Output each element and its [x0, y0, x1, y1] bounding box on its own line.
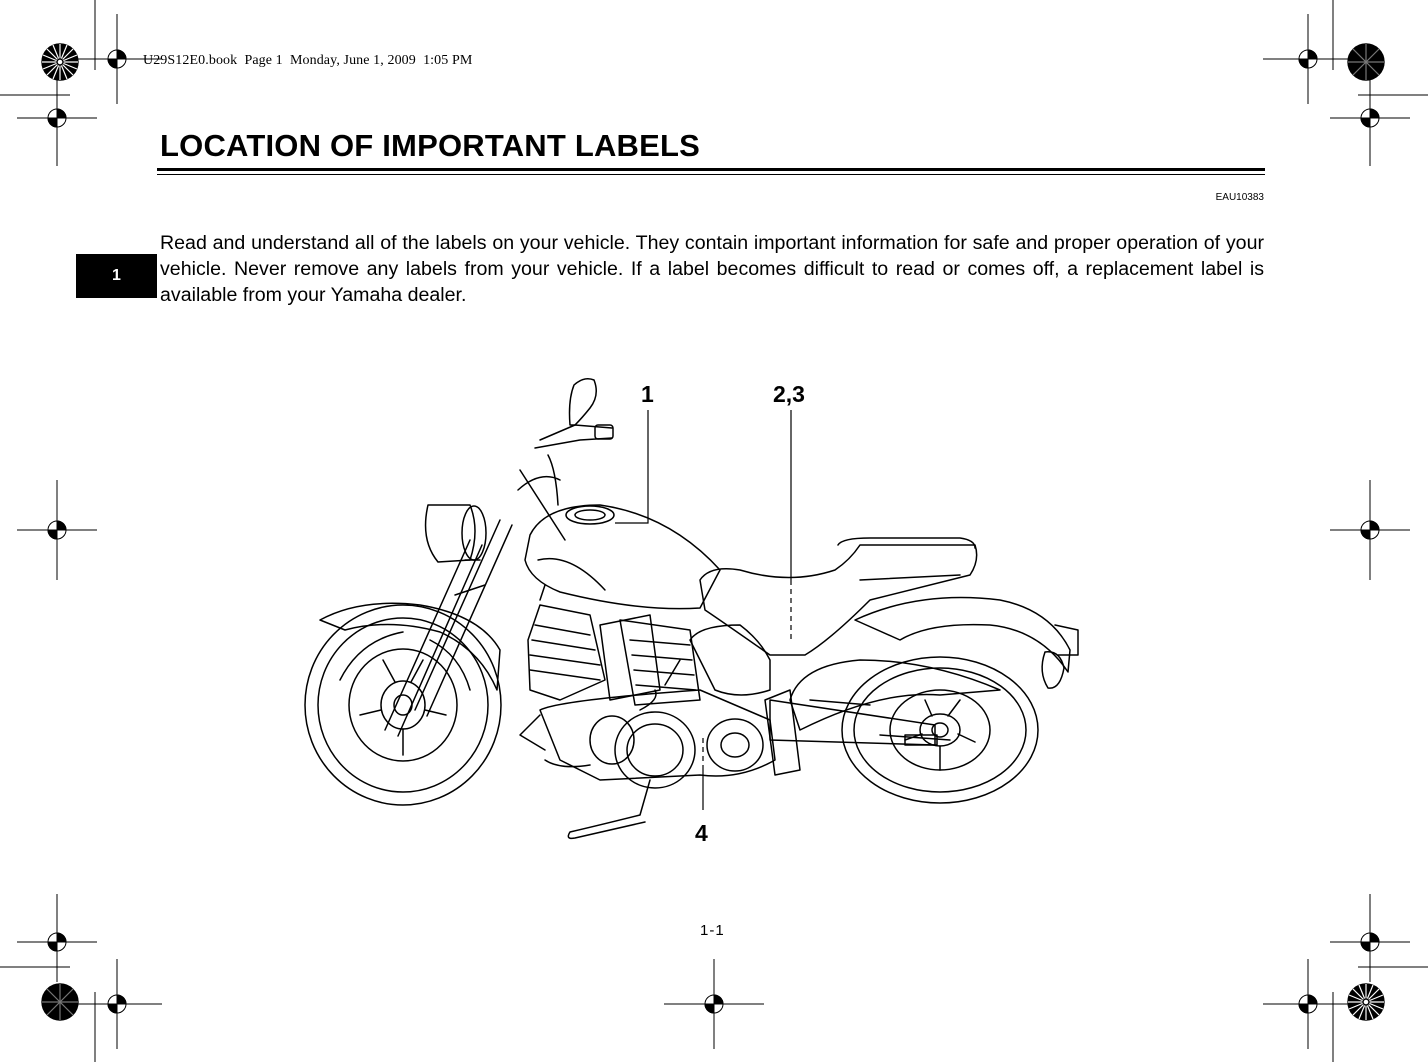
callout-label-4: 4 [695, 820, 708, 846]
rear-wheel-drawing [842, 657, 1038, 803]
front-wheel-drawing [305, 605, 501, 805]
tail-light-drawing [1042, 652, 1064, 688]
title-rule [157, 168, 1265, 171]
page-title: LOCATION OF IMPORTANT LABELS [160, 128, 701, 163]
front-fork-drawing [385, 520, 512, 736]
chapter-tab: 1 [76, 254, 157, 298]
seat-drawing [700, 545, 977, 655]
front-fender-drawing [320, 603, 500, 690]
callout-label-2-3: 2,3 [773, 381, 805, 407]
side-cover-drawing [690, 625, 770, 695]
callout-label-1: 1 [641, 381, 654, 407]
motorcycle-illustration [300, 370, 1100, 870]
print-header: U29S12E0.book Page 1 Monday, June 1, 2009 1:05 PM [143, 53, 473, 68]
fuel-tank-drawing [525, 505, 720, 609]
document-code: EAU10383 [1215, 192, 1264, 203]
kickstand-drawing [568, 780, 650, 838]
fuel-cap-drawing [566, 506, 614, 524]
page-number: 1-1 [700, 922, 725, 939]
mirror-drawing [570, 379, 597, 425]
callout-leader-lines [615, 410, 791, 810]
headlight-drawing [426, 505, 475, 562]
intro-paragraph: Read and understand all of the labels on your vehicle. They contain important information for safe and proper operation of your vehicle. Never remove any labels from your vehicle. If a label becomes difficult to read or comes off, a replacement label is available from your Yamaha dealer. [160, 232, 1264, 306]
handlebar-drawing [535, 425, 612, 448]
title-rule-thin [157, 174, 1265, 175]
